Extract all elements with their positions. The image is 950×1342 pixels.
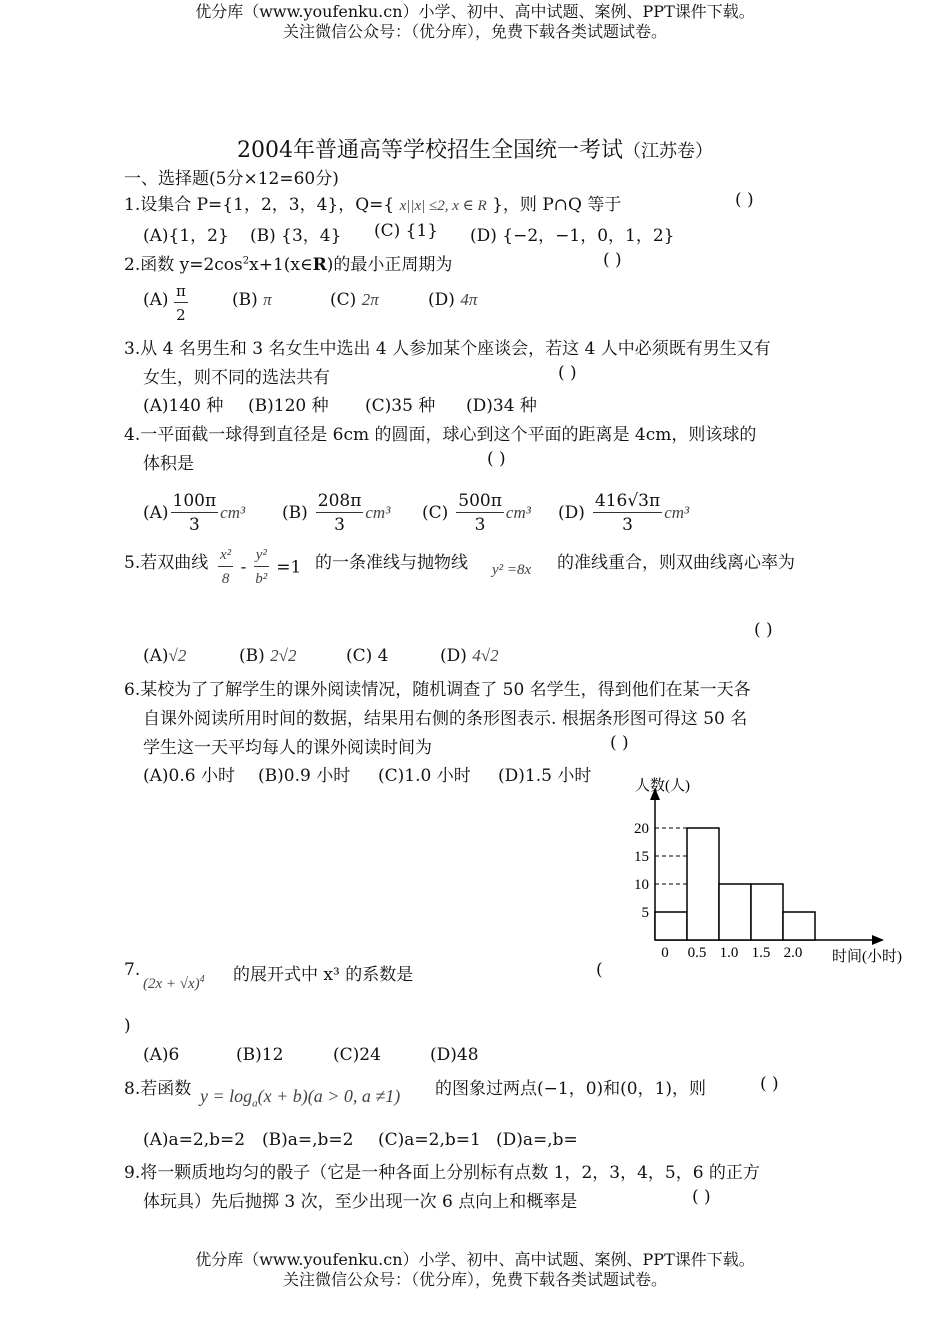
- q6-option-b: (B)0.9 小时: [258, 766, 351, 786]
- header-line-2: 关注微信公众号：（优分库），免费下载各类试题试卷。: [282, 22, 667, 41]
- q8-option-d: (D)a=,b=: [496, 1130, 578, 1150]
- q4-a-num: 100π: [172, 491, 217, 511]
- q7-paren-close: ): [124, 1016, 131, 1036]
- q5-option-a: (A)√2: [143, 646, 187, 666]
- q9-line-1: 9.将一颗质地均匀的骰子（它是一种各面上分别标有点数 1，2，3，4，5，6 的正方: [124, 1163, 760, 1183]
- title-sub: （江苏卷）: [623, 141, 713, 162]
- q2-stem-c: )的最小正周期为: [326, 255, 453, 275]
- x-tick-label: 2.0: [783, 945, 803, 961]
- q4-d-unit: cm³: [664, 503, 690, 522]
- q3-option-a: (A)140 种: [143, 396, 224, 416]
- q2-d-val: 4π: [460, 290, 478, 309]
- q1-answer-paren: ( ): [735, 190, 754, 210]
- q8-sub: a: [252, 1097, 258, 1110]
- q6-line-3: 学生这一天平均每人的课外阅读时间为: [143, 738, 432, 758]
- q7-option-c: (C)24: [333, 1045, 381, 1065]
- q2-frac-num: π: [174, 280, 188, 303]
- q8-func-a: y = log: [200, 1086, 253, 1106]
- q9-answer-paren: ( ): [692, 1187, 711, 1207]
- q2-frac-den: 2: [176, 306, 186, 324]
- y-tick-label: 20: [634, 821, 649, 837]
- bar: [655, 912, 687, 940]
- q4-option-a: [143, 490, 245, 537]
- q3-option-b: (B)120 种: [248, 396, 329, 416]
- q1-stem-a: 1.设集合 P={1，2，3，4}，Q={: [124, 195, 395, 215]
- q4-c-den: 3: [474, 515, 486, 535]
- q3-line-1: 3.从 4 名男生和 3 名女生中选出 4 人参加某个座谈会，若这 4 人中必须既有男生又有: [124, 339, 771, 359]
- bar: [783, 912, 815, 940]
- q7-option-a: (A)6: [143, 1045, 180, 1065]
- q7-stem: 的展开式中 x³ 的系数是: [233, 965, 414, 985]
- x-tick-label: 1.0: [719, 945, 739, 961]
- q1-option-a: (A){1，2}: [143, 226, 229, 246]
- footer-line-2: 关注微信公众号：（优分库），免费下载各类试题试卷。: [282, 1270, 667, 1289]
- q8-option-a: (A)a=2,b=2: [143, 1130, 246, 1150]
- q8-stem-a: 8.若函数: [124, 1079, 192, 1099]
- q4-b-unit: cm³: [365, 503, 391, 522]
- q5-eq1: =1: [276, 557, 302, 578]
- q6-line-2: 自课外阅读所用时间的数据，结果用右侧的条形图表示. 根据条形图可得这 50 名: [143, 709, 748, 729]
- q3-option-d: (D)34 种: [466, 396, 537, 416]
- q5-f2-den: b²: [255, 571, 268, 587]
- q1-option-d: (D) {−2，−1，0，1，2}: [470, 226, 675, 246]
- q2-sup: 2: [242, 255, 250, 267]
- q5-d-val: 4√2: [472, 646, 499, 665]
- q5-f1-den: 8: [221, 571, 230, 587]
- q4-answer-paren: ( ): [487, 449, 506, 469]
- q8-func-b: (x + b)(a > 0, a ≠1): [257, 1086, 401, 1106]
- q4-b-num: 208π: [317, 491, 362, 511]
- q2-option-a-label: (A): [143, 290, 169, 310]
- q7-num: 7.: [124, 960, 141, 980]
- q5-option-d: (D) 4√2: [440, 646, 499, 666]
- q5-a-val: √2: [168, 646, 187, 665]
- q4-a-unit: cm³: [220, 503, 246, 522]
- q5-stem-c: 的准线重合，则双曲线离心率为: [557, 553, 795, 573]
- q6-line-1: 6.某校为了了解学生的课外阅读情况，随机调查了 50 名学生，得到他们在某一天各: [124, 680, 751, 700]
- reading-time-bar-chart: [620, 772, 930, 972]
- q4-d-num: 416√3π: [594, 491, 661, 511]
- q7-pow: 4: [199, 974, 205, 985]
- q7-option-b: (B)12: [236, 1045, 284, 1065]
- q5-stem-a: 5.若双曲线: [124, 553, 209, 573]
- q5-option-b: (B) 2√2: [239, 646, 297, 666]
- q4-line-1: 4.一平面截一球得到直径是 6cm 的圆面，球心到这个平面的距离是 4cm，则该球的: [124, 425, 757, 445]
- footer-line-1: 优分库（www.youfenku.cn）小学、初中、高中试题、案例、PPT课件下载。: [195, 1250, 755, 1269]
- q5-f2-num: y²: [254, 544, 269, 567]
- bar: [751, 884, 783, 940]
- q4-line-2: 体积是: [143, 454, 194, 474]
- q7-paren-open: (: [596, 960, 603, 980]
- q1-option-c: (C) {1}: [374, 221, 439, 241]
- y-tick-label: 10: [634, 877, 649, 893]
- q6-answer-paren: ( ): [610, 733, 629, 753]
- q2-option-c: (C) 2π: [330, 290, 379, 310]
- bar: [719, 884, 751, 940]
- q7-expr: [143, 974, 205, 993]
- q4-d-label: (D): [558, 503, 585, 523]
- q5-hyperbola: [216, 544, 301, 591]
- q5-b-val: 2√2: [270, 646, 297, 665]
- bar: [687, 828, 719, 940]
- q2-option-a-frac: [172, 280, 190, 327]
- q6-option-c: (C)1.0 小时: [378, 766, 471, 786]
- q2-c-val: 2π: [361, 290, 379, 309]
- q7-expr-text: (2x + √x): [143, 976, 200, 992]
- q7-option-d: (D)48: [430, 1045, 479, 1065]
- q8-stem-b: 的图象过两点(−1，0)和(0，1)，则: [435, 1079, 707, 1099]
- q2-b-val: π: [263, 290, 272, 309]
- q5-answer-paren: ( ): [754, 620, 773, 640]
- q4-option-b: [282, 490, 390, 537]
- q4-c-label: (C): [422, 503, 449, 523]
- q8-func: [200, 1086, 400, 1110]
- q5-option-c: (C) 4: [346, 646, 389, 666]
- q1-set-expr: x||x| ≤2, x ∈ R: [399, 198, 487, 214]
- q2-bold-r: R: [312, 255, 327, 275]
- q4-a-den: 3: [188, 515, 200, 535]
- q1-stem: [124, 190, 621, 215]
- q4-option-c: [422, 490, 531, 537]
- q4-a-label: (A): [143, 503, 169, 523]
- q5-parabola: y² =8x: [492, 562, 532, 578]
- q2-stem-b: x+1(x∈: [249, 255, 313, 275]
- q4-b-label: (B): [282, 503, 308, 523]
- x-axis-arrow-icon: [872, 935, 884, 945]
- y-tick-label: 5: [641, 905, 649, 921]
- q3-answer-paren: ( ): [558, 363, 577, 383]
- x-tick-label: 0: [661, 945, 669, 961]
- q6-option-a: (A)0.6 小时: [143, 766, 235, 786]
- q4-option-d: [558, 490, 689, 537]
- y-axis-label: 人数(人): [635, 778, 690, 794]
- x-axis-label: 时间(小时): [832, 949, 902, 965]
- q4-c-unit: cm³: [505, 503, 531, 522]
- q4-d-den: 3: [622, 515, 633, 535]
- q1-option-b: (B) {3，4}: [250, 226, 342, 246]
- q8-answer-paren: ( ): [760, 1074, 779, 1094]
- q2-stem-a: 2.函数 y=2cos: [124, 255, 243, 275]
- q1-stem-b: }，则 P∩Q 等于: [492, 195, 622, 215]
- q5-f1-num: x²: [218, 544, 233, 567]
- section-heading: 一、选择题(5分×12=60分): [124, 169, 339, 189]
- header-line-1: 优分库（www.youfenku.cn）小学、初中、高中试题、案例、PPT课件下载。: [195, 2, 755, 21]
- q6-option-d: (D)1.5 小时: [498, 766, 592, 786]
- q2-option-b: (B) π: [232, 290, 272, 310]
- q2-option-d: (D) 4π: [428, 290, 478, 310]
- y-tick-label: 15: [634, 849, 649, 865]
- x-tick-label: 0.5: [687, 945, 707, 961]
- q9-line-2: 体玩具）先后抛掷 3 次，至少出现一次 6 点向上和概率是: [143, 1192, 578, 1212]
- q2-answer-paren: ( ): [603, 250, 622, 270]
- x-tick-label: 1.5: [751, 945, 771, 961]
- q5-stem-b: 的一条准线与抛物线: [315, 553, 468, 573]
- q5-minus: -: [240, 557, 247, 578]
- title-main: 2004年普通高等学校招生全国统一考试: [237, 138, 623, 163]
- q3-option-c: (C)35 种: [365, 396, 436, 416]
- q4-b-den: 3: [334, 515, 345, 535]
- page-title: [0, 133, 950, 164]
- q3-line-2: 女生，则不同的选法共有: [143, 368, 330, 388]
- q4-c-num: 500π: [458, 491, 502, 511]
- q2-stem: [124, 250, 452, 275]
- q8-option-b: (B)a=,b=2: [262, 1130, 354, 1150]
- q8-option-c: (C)a=2,b=1: [378, 1130, 481, 1150]
